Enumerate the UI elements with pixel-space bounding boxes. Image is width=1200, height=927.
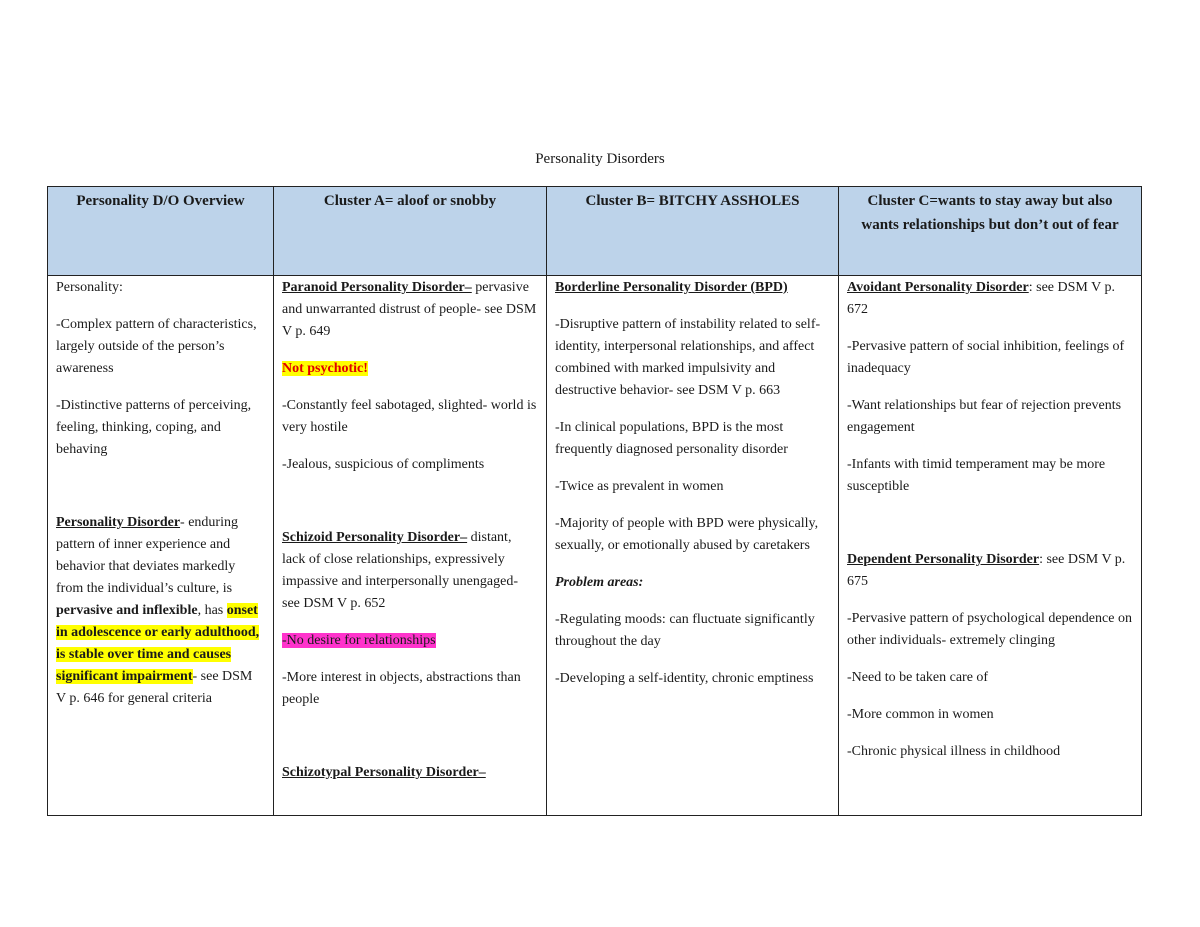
schizoid-flag: -No desire for relationships [282,633,436,648]
header-overview: Personality D/O Overview [48,187,274,276]
spacer [56,476,265,512]
header-cluster-c: Cluster C=wants to stay away but also wants relationships but don’t out of fear [839,187,1142,276]
cluster-b-point: -Developing a self-identity, chronic emptiness [555,671,814,686]
avoidant-title: Avoidant Personality Disorder [847,280,1029,295]
pd-def-part: - enduring pattern of inner experience and behavior that deviates markedly from the individual’s culture, is [56,515,238,596]
cluster-b-point: -Disruptive pattern of instability related to self-identity, interpersonal relationships, and affect combined with marked impulsivity and destructive behavior- see DSM V p. 663 [555,317,821,398]
problem-areas-text: Problem areas: [555,575,644,590]
schizoid-title: Schizoid Personality Disorder– [282,530,468,545]
personality-disorders-table [47,186,1142,816]
spacer [282,491,538,527]
cluster-a-cell [274,276,547,816]
paranoid-title: Paranoid Personality Disorder– [282,280,472,295]
dependent-title: Dependent Personality Disorder [847,552,1040,567]
spacer [847,513,1133,549]
cluster-b-cell [547,276,839,816]
header-cluster-b: Cluster B= BITCHY ASSHOLES [547,187,839,276]
overview-point: -Distinctive patterns of perceiving, feeling, thinking, coping, and behaving [56,398,252,457]
cluster-b-point: -Twice as prevalent in women [555,479,724,494]
cluster-c-point: -More common in women [847,707,994,722]
content-row [48,276,1142,816]
schizotypal-title: Schizotypal Personality Disorder– [282,765,486,780]
cluster-a-point: -More interest in objects, abstractions than people [282,670,521,707]
bpd-title: Borderline Personality Disorder (BPD) [555,280,788,295]
document-title: Personality Disorders [535,151,665,167]
cluster-b-point: -Regulating moods: can fluctuate significantly throughout the day [555,612,815,649]
paranoid-flag: Not psychotic! [282,361,368,376]
schizoid-entry [282,527,538,615]
cluster-c-point: -Infants with timid temperament may be more susceptible [847,457,1106,494]
overview-point: -Complex pattern of characteristics, largely outside of the person’s awareness [56,317,257,376]
pd-def-part: - see DSM V p. 646 for general criteria [56,669,253,706]
cluster-a-point: -Constantly feel sabotaged, slighted- world is very hostile [282,398,537,435]
overview-cell [48,276,274,816]
cluster-c-point: -Pervasive pattern of psychological dependence on other individuals- extremely clinging [847,611,1132,648]
schizoid-flag-line [282,630,538,652]
header-row [48,187,1142,276]
cluster-b-point: -Majority of people with BPD were physically, sexually, or emotionally abused by caretakers [555,516,819,553]
schizoid-desc: distant, lack of close relationships, expressively impassive and interpersonally unengaged- see DSM V p. 652 [282,530,518,611]
personality-label: Personality: [56,280,123,295]
paranoid-entry [282,277,538,343]
avoidant-ref: : see DSM V p. 672 [847,280,1115,317]
cluster-a-point: -Jealous, suspicious of compliments [282,457,485,472]
cluster-b-point: -In clinical populations, BPD is the most frequently diagnosed personality disorder [555,420,788,457]
bpd-entry [555,277,830,299]
pd-highlight: onset in adolescence or early adulthood, is stable over time and causes significant impairment [56,603,260,684]
schizotypal-entry [282,762,538,784]
cluster-c-cell [839,276,1142,816]
dependent-entry [847,549,1133,593]
cluster-c-point: -Pervasive pattern of social inhibition, feelings of inadequacy [847,339,1125,376]
cluster-c-point: -Want relationships but fear of rejection prevents engagement [847,398,1122,435]
problem-areas-label [555,572,830,594]
cluster-c-point: -Need to be taken care of [847,670,989,685]
pd-term: Personality Disorder [56,515,181,530]
header-cluster-a: Cluster A= aloof or snobby [274,187,547,276]
cluster-c-point: -Chronic physical illness in childhood [847,744,1061,759]
paranoid-desc: pervasive and unwarranted distrust of people- see DSM V p. 649 [282,280,537,339]
avoidant-entry [847,277,1133,321]
pd-definition [56,512,265,710]
paranoid-flag-line [282,358,538,380]
dependent-ref: : see DSM V p. 675 [847,552,1126,589]
pd-bold: pervasive and inflexible [56,603,198,618]
pd-def-part: , has [197,603,227,618]
spacer [282,726,538,762]
